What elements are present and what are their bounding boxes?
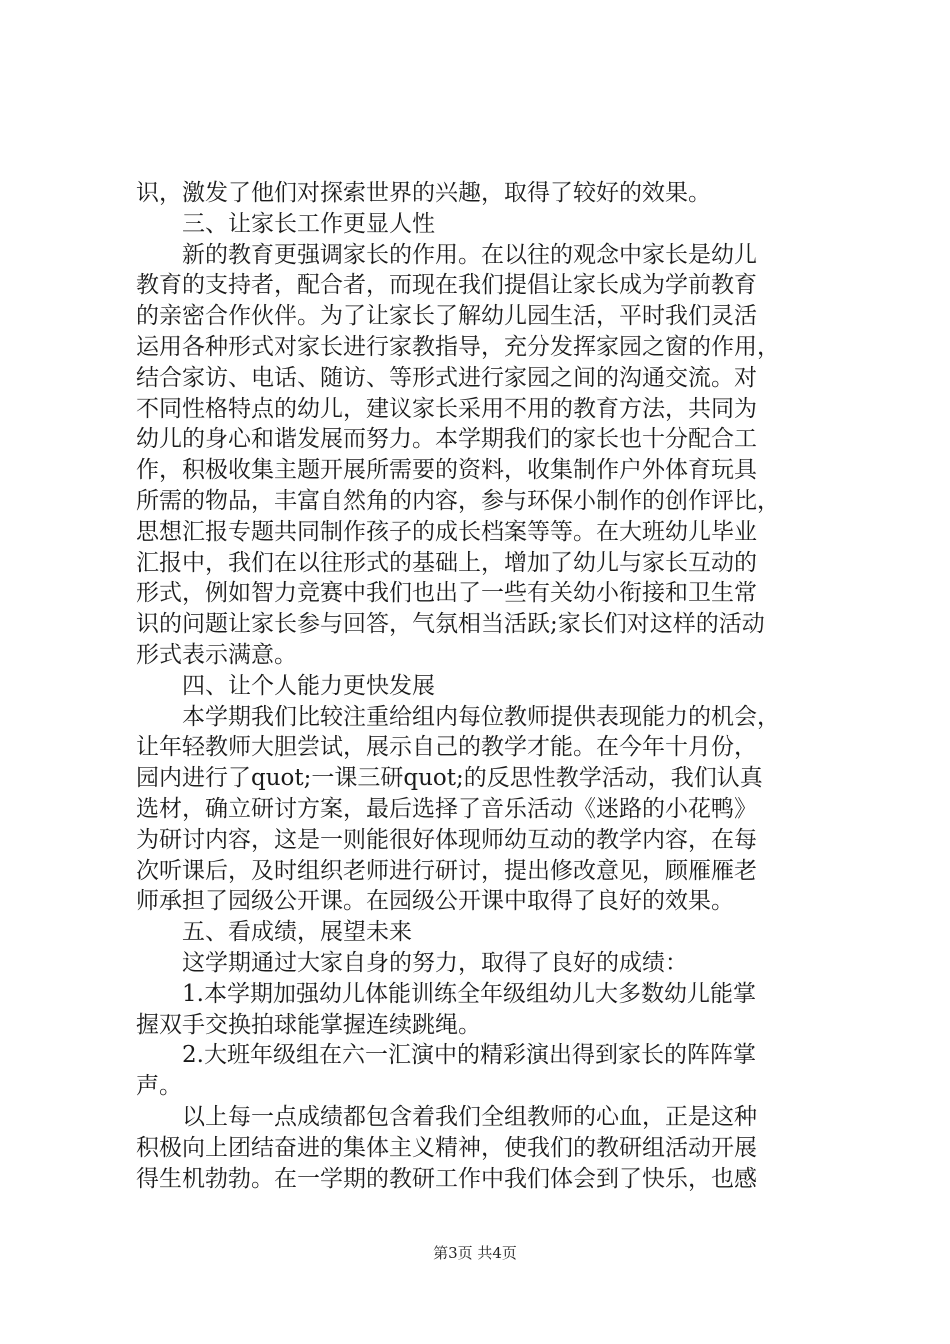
text-line: 的亲密合作伙伴。为了让家长了解幼儿园生活，平时我们灵活	[136, 303, 757, 330]
text-line: 得生机勃勃。在一学期的教研工作中我们体会到了快乐，也感	[136, 1165, 757, 1192]
text-line: 所需的物品，丰富自然角的内容，参与环保小制作的创作评比，	[136, 487, 780, 514]
text-line: 汇报中，我们在以往形式的基础上，增加了幼儿与家长互动的	[136, 549, 757, 576]
text-line: 四、让个人能力更快发展	[182, 672, 435, 699]
text-line: 这学期通过大家自身的努力，取得了良好的成绩：	[182, 949, 688, 976]
text-line: 三、让家长工作更显人性	[182, 210, 435, 237]
text-line: 五、看成绩，展望未来	[182, 919, 412, 946]
text-line: 2.大班年级组在六一汇演中的精彩演出得到家长的阵阵掌	[182, 1042, 756, 1069]
text-line: 声。	[136, 1073, 182, 1100]
text-line: 新的教育更强调家长的作用。在以往的观念中家长是幼儿	[182, 241, 757, 268]
text-line: 形式表示满意。	[136, 641, 297, 668]
text-line: 为研讨内容，这是一则能很好体现师幼互动的教学内容，在每	[136, 826, 757, 853]
text-line: 结合家访、电话、随访、等形式进行家园之间的沟通交流。对	[136, 364, 757, 391]
text-line: 本学期我们比较注重给组内每位教师提供表现能力的机会，	[182, 703, 780, 730]
text-line: 不同性格特点的幼儿，建议家长采用不用的教育方法，共同为	[136, 395, 757, 422]
text-line: 让年轻教师大胆尝试，展示自己的教学才能。在今年十月份，	[136, 734, 757, 761]
text-line: 握双手交换拍球能掌握连续跳绳。	[136, 1011, 481, 1038]
text-line: 次听课后，及时组织老师进行研讨，提出修改意见，顾雁雁老	[136, 857, 757, 884]
text-line: 园内进行了quot;一课三研quot;的反思性教学活动，我们认真	[136, 765, 763, 792]
document-body	[136, 178, 841, 1194]
text-line: 教育的支持者，配合者，而现在我们提倡让家长成为学前教育	[136, 272, 757, 299]
text-line: 形式，例如智力竞赛中我们也出了一些有关幼小衔接和卫生常	[136, 580, 757, 607]
text-line: 积极向上团结奋进的集体主义精神，使我们的教研组活动开展	[136, 1134, 757, 1161]
text-line: 师承担了园级公开课。在园级公开课中取得了良好的效果。	[136, 888, 734, 915]
text-line: 幼儿的身心和谐发展而努力。本学期我们的家长也十分配合工	[136, 426, 757, 453]
text-line: 作，积极收集主题开展所需要的资料，收集制作户外体育玩具	[136, 457, 757, 484]
text-line: 识，激发了他们对探索世界的兴趣，取得了较好的效果。	[136, 180, 711, 206]
text-line: 1.本学期加强幼儿体能训练全年级组幼儿大多数幼儿能掌	[182, 980, 756, 1007]
text-line: 以上每一点成绩都包含着我们全组教师的心血，正是这种	[182, 1103, 757, 1130]
text-line: 识的问题让家长参与回答，气氛相当活跃;家长们对这样的活动	[136, 611, 765, 638]
page-footer: 第3页 共4页	[433, 1244, 517, 1262]
text-line: 思想汇报专题共同制作孩子的成长档案等等。在大班幼儿毕业	[136, 518, 757, 545]
text-line: 运用各种形式对家长进行家教指导，充分发挥家园之窗的作用，	[136, 333, 780, 360]
text-line: 选材，确立研讨方案，最后选择了音乐活动《迷路的小花鸭》	[136, 795, 757, 822]
